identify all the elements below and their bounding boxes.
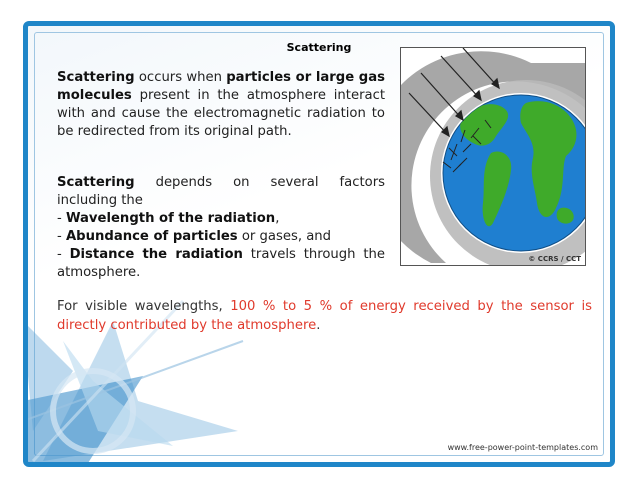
- bold-phrase-particles: particles or large gas molecules: [57, 70, 385, 103]
- bullet-dash: -: [57, 247, 70, 262]
- factor-bold: Abundance of particles: [65, 229, 238, 244]
- text-span: present in the atmosphere interact with and cause the electromagnetic radiation to be redirected from its original path.: [57, 88, 385, 139]
- text-span: .: [316, 318, 321, 333]
- factor-item-distance-cont: atmosphere.: [57, 265, 141, 280]
- text-span: travels through the: [242, 247, 385, 262]
- text-span: or gases, and: [237, 229, 332, 244]
- slide-frame: [23, 21, 615, 467]
- text-span: ,: [275, 211, 280, 226]
- factor-bold: Wavelength of the radiation: [65, 211, 276, 226]
- text-span: occurs when: [134, 70, 227, 85]
- scattering-earth-figure: [400, 47, 586, 266]
- scattering-factors-paragraph: [57, 174, 385, 282]
- text-span: For visible wavelengths,: [57, 299, 231, 314]
- highlight-sensor-text: sensor is directly contributed by the atmosphere: [57, 299, 593, 333]
- footer-url-text: www.free-power-point-templates.com: [447, 443, 598, 452]
- factors-intro-line-2: including the: [57, 193, 143, 208]
- factor-item-abundance: [57, 228, 385, 246]
- factor-bold: Distance the radiation: [69, 247, 243, 262]
- bullet-dash: -: [57, 229, 66, 244]
- figure-credit: © CCRS / CCT: [528, 255, 581, 263]
- factor-item-distance: [57, 246, 385, 264]
- term-scattering: Scattering: [57, 70, 135, 85]
- earth-illustration: [401, 48, 585, 265]
- text-span: depends on several factors: [134, 175, 385, 190]
- factors-intro-line: [57, 174, 385, 192]
- slide-title: Scattering: [286, 41, 352, 54]
- factor-item-wavelength: [57, 210, 385, 228]
- visible-wavelength-paragraph: [57, 297, 592, 335]
- term-scattering: Scattering: [57, 175, 135, 190]
- scattering-definition-paragraph: [57, 69, 385, 141]
- highlight-energy-range: 100 % to 5 % of energy received by the: [230, 299, 523, 314]
- bullet-dash: -: [57, 211, 66, 226]
